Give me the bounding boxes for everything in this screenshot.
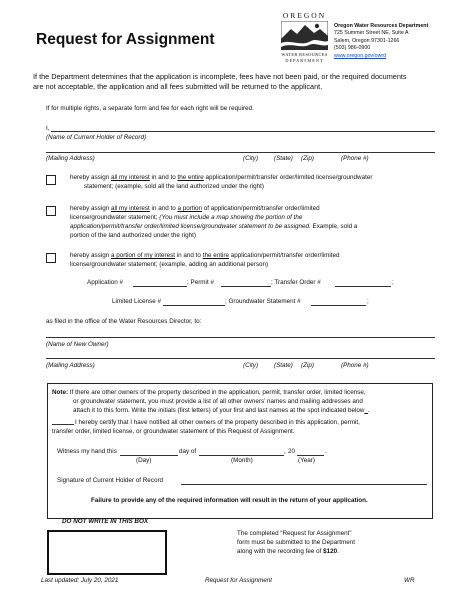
footer-form-name: Request for Assignment [205, 577, 272, 584]
month-label: (Month) [231, 457, 253, 464]
semicolon-2: ; [367, 298, 369, 305]
witness-label: Witness my hand this [57, 448, 117, 455]
owrd-logo [280, 11, 329, 64]
note-line-2: or groundwater statement, you must provide a list of all other owners’ names and mailing addresses and [73, 398, 363, 405]
completed-line-1: The completed “Request for Assignment” [237, 530, 352, 537]
new-owner-mailing-label: (Mailing Address) [46, 362, 95, 369]
completed-line-2: form must be submitted to the Department [237, 539, 355, 546]
logo-bottom-text-2: DEPARTMENT [285, 58, 324, 63]
multiple-rights-note: If for multiple rights, a separate form and fee for each right will be required. [46, 105, 254, 112]
agency-website-link[interactable]: www.oregon.gov/owrd [334, 52, 387, 59]
transfer-order-label: ; Transfer Order # [271, 279, 321, 286]
groundwater-statement-label: ; Groundwater Statement # [225, 298, 301, 305]
agency-phone: (503) 986-0900 [334, 45, 371, 52]
holder-state-label: (State) [274, 155, 293, 162]
new-owner-city-label: (City) [243, 362, 259, 369]
i-prefix: I, [46, 125, 50, 132]
agency-name: Oregon Water Resources Department [334, 23, 429, 29]
logo-bottom-text-1: WATER RESOURCES [281, 52, 328, 57]
option-2-line-4: portion of the land authorized under the right) [70, 232, 197, 239]
agency-address-line-2: Salem, Oregon 97301-1266 [334, 37, 400, 44]
day-of-label: day of [179, 448, 197, 455]
intro-line-1: If the Department determines that the application is incomplete, fees have not been paid, or the required documents [33, 72, 407, 81]
limited-license-field[interactable] [163, 305, 225, 306]
holder-mailing-label: (Mailing Address) [46, 155, 95, 162]
logo-top-text: OREGON [282, 11, 327, 20]
holder-zip-label: (Zip) [301, 155, 314, 162]
footer-updated: Last updated: July 20, 2021 [41, 577, 119, 584]
witness-year-prefix: 20 [288, 448, 296, 455]
groundwater-statement-field[interactable] [311, 305, 366, 306]
agency-address-line-1: 725 Summer Street NE, Suite A [334, 30, 409, 37]
limited-license-label: Limited License # [112, 298, 162, 305]
option-portion-land-checkbox[interactable] [46, 206, 56, 216]
option-3-line-1: hereby assign a portion of my interest in and to the entire application/permit/transfer order/limited [70, 252, 340, 259]
new-owner-phone-label: (Phone #) [341, 362, 369, 369]
new-owner-zip-label: (Zip) [301, 362, 314, 369]
failure-warning: Failure to provide any of the required information will result in the return of your application. [91, 497, 368, 504]
option-1-line-2: statement; (example, sold all the land authorized under the right) [84, 183, 264, 190]
permit-number-label: ; Permit # [187, 279, 214, 286]
filed-text: as filed in the office of the Water Resources Director, to: [46, 318, 202, 325]
application-number-field[interactable] [133, 286, 187, 287]
year-label: (Year) [298, 457, 315, 464]
option-2-line-1: hereby assign all my interest in and to a portion of application/permit/transfer order/limited [70, 205, 320, 212]
option-full-assign-checkbox[interactable] [46, 175, 56, 185]
witness-period: . [325, 448, 327, 455]
certify-line-1: I hereby certify that I have notified all other owners of the property described in this application, permit, [75, 419, 360, 426]
new-owner-address-line[interactable] [46, 358, 435, 359]
office-use-box [47, 530, 167, 575]
certify-line-2: transfer order, limited license, or groundwater statement of this Request of Assignment. [52, 428, 295, 435]
footer-code: WR [404, 577, 415, 584]
new-owner-name-label: (Name of New Owner) [46, 341, 109, 348]
signature-field[interactable] [181, 484, 427, 485]
day-label: (Day) [136, 457, 152, 464]
option-2-line-2: license/groundwater statement; (You must include a map showing the portion of the [70, 214, 303, 221]
new-owner-state-label: (State) [274, 362, 293, 369]
do-not-write-label: DO NOT WRITE IN THIS BOX [62, 518, 149, 525]
holder-phone-label: (Phone #) [341, 155, 369, 162]
holder-city-label: (City) [243, 155, 259, 162]
page-title: Request for Assignment [36, 31, 215, 48]
intro-line-2: are not acceptable, the application and all fees submitted will be returned to the applicant. [33, 82, 323, 91]
witness-comma: , [284, 448, 286, 455]
signature-label: Signature of Current Holder of Record [57, 477, 164, 484]
mountain-river-icon [281, 21, 328, 50]
transfer-order-field[interactable] [335, 286, 391, 287]
permit-number-field[interactable] [221, 286, 271, 287]
option-3-line-2: license/groundwater statement; (example, adding an additional person) [70, 261, 269, 268]
initials-field[interactable] [52, 424, 74, 425]
note-line-3: attach it to this form. Write the initials (first letters) of your first and last names at the spot indicated below . [73, 407, 370, 414]
application-number-label: Application # [87, 279, 124, 286]
agency-address-block [334, 23, 428, 60]
holder-address-line[interactable] [46, 152, 435, 153]
option-portion-interest-checkbox[interactable] [46, 253, 56, 263]
option-1-line-1: hereby assign all my interest in and to the entire application/permit/transfer order/limited license/groundwater [70, 174, 373, 181]
holder-name-label: (Name of Current Holder of Record) [46, 134, 147, 141]
semicolon-1: ; [392, 279, 394, 286]
option-2-line-3: application/permit/transfer order/limited license/groundwater statement to be assigned. Example, sold a [70, 223, 358, 230]
completed-line-3: along with the recording fee of $120. [237, 548, 339, 555]
holder-name-line[interactable] [51, 131, 435, 132]
new-owner-name-line[interactable] [46, 337, 435, 338]
note-line-1: Note: If there are other owners of the property described in the application, permit, transfer order, limited license, [52, 389, 366, 396]
